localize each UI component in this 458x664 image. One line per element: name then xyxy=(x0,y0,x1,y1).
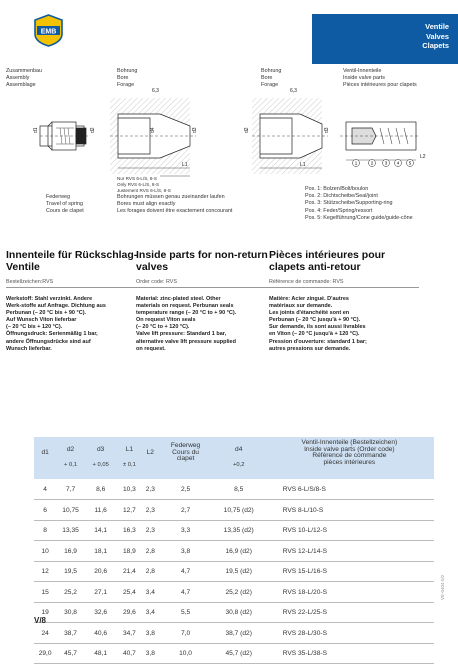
section-description: Werkstoff: Stahl verzinkt. Andere Werk-stoffe auf Anfrage. Dichtung aus Perbunan (– 20 °C bis + 90 °C). Auf Wunsch Viton lieferbar (– 20 °C bis + 120 °C). Öffnungsdruck: Serienmäßig 1 bar, andere Öffnungsdrücke sind auf Wunsch lieferbar. xyxy=(6,296,106,352)
table-cell: 45,7 xyxy=(56,643,85,664)
column-label-bore-1: Bohrung Bore Forage xyxy=(117,68,138,89)
balloon-2: 2 xyxy=(370,160,374,166)
table-cell: 48,1 xyxy=(85,643,117,664)
table-cell: 40,6 xyxy=(85,623,117,644)
table-row xyxy=(34,479,434,500)
table-cell: 8 xyxy=(34,520,56,541)
order-code-label: Référence de commande: RVS xyxy=(269,279,419,288)
table-cell: RVS 12-L/14-S xyxy=(265,541,434,562)
table-cell: 2,3 xyxy=(142,500,158,521)
dim-d3-bore-2: d3 xyxy=(324,127,330,133)
table-row xyxy=(34,623,434,644)
table-row xyxy=(34,643,434,664)
table-cell: 30,8 xyxy=(56,602,85,623)
column-header: Ventil-Innenteile (Bestellzeichen) Inside valve parts (Order code) Référence de commande pièces intérieures xyxy=(301,439,398,466)
table-cell: 34,7 xyxy=(117,623,143,644)
table-cell: 4 xyxy=(34,479,56,500)
table-cell: 12,7 xyxy=(117,500,143,521)
table-cell: 14,1 xyxy=(85,520,117,541)
table-cell: 24 xyxy=(34,623,56,644)
table-cell: RVS 22-L/25-S xyxy=(265,602,434,623)
table-cell: 10 xyxy=(34,541,56,562)
bore-alignment-note: Bohrungen müssen genau zueinander laufen Bores must align exactly Les forages doivent être exactement concourant xyxy=(117,194,233,215)
table-cell: 20,6 xyxy=(85,561,117,582)
dim-l2-inside-parts: L2 xyxy=(420,154,426,160)
balloon-4: 4 xyxy=(396,160,400,166)
table-cell: 19,5 (d2) xyxy=(213,561,265,582)
table-cell: 45,7 (d2) xyxy=(213,643,265,664)
table-cell: 11,6 xyxy=(85,500,117,521)
emb-logo xyxy=(33,14,64,47)
assembly-drawing xyxy=(40,122,90,150)
table-cell: 7,0 xyxy=(158,623,212,644)
table-cell: 10,75 xyxy=(56,500,85,521)
balloon-3: 3 xyxy=(384,160,388,166)
table-cell: RVS 18-L/20-S xyxy=(265,582,434,603)
table-cell: 21,4 xyxy=(117,561,143,582)
column-header: L1 ± 0,1 xyxy=(122,445,136,469)
table-cell: RVS 28-L/30-S xyxy=(265,623,434,644)
table-cell: 2,3 xyxy=(142,479,158,500)
table-cell: 29,6 xyxy=(117,602,143,623)
column-label-inside-parts: Ventil-Innenteile Inside valve parts Pièces intérieures pour clapets xyxy=(343,68,417,89)
table-cell: 16,9 (d2) xyxy=(213,541,265,562)
column-header: Federweg Cours du clapet xyxy=(170,442,201,463)
table-cell: 15 xyxy=(34,582,56,603)
table-cell: 30,8 (d2) xyxy=(213,602,265,623)
table-cell: 13,35 xyxy=(56,520,85,541)
table-cell: 12 xyxy=(34,561,56,582)
roughness-mark-1: 6,3 xyxy=(152,88,159,94)
section-title: Inside parts for non-return valves xyxy=(136,249,268,273)
table-cell: 10,3 xyxy=(117,479,143,500)
table-cell: 3,4 xyxy=(142,582,158,603)
section-description: Material: zinc-plated steel. Other materials on request. Perbunan seals temperature range (– 20 °C to + 90 °C). On request Viton seals (– 20 °C to + 120 °C). Valve lift pressure: Standard 1 bar, alternative valve lift pressure supplied on request. xyxy=(136,296,237,352)
header-line-de: Ventile xyxy=(425,22,449,31)
table-cell: 7,7 xyxy=(56,479,85,500)
column-header: d2 + 0,1 xyxy=(64,445,78,469)
document-number: VE-0404-0/2 xyxy=(440,574,445,600)
order-code-label: Bestellzeichen:RVS xyxy=(6,279,144,288)
table-row xyxy=(34,520,434,541)
table-header-row xyxy=(34,437,434,479)
balloon-5: 5 xyxy=(408,160,412,166)
table-cell: 2,3 xyxy=(142,520,158,541)
dim-d1-assembly: d1 xyxy=(33,127,39,133)
section-french xyxy=(269,250,419,353)
table-cell: 10,0 xyxy=(158,643,212,664)
header-line-fr: Clapets xyxy=(422,41,449,50)
logo-text: EMB xyxy=(40,28,57,36)
table-cell: 2,7 xyxy=(158,500,212,521)
section-german xyxy=(6,250,144,353)
column-header: L2 xyxy=(146,448,154,456)
table-cell: 18,9 xyxy=(117,541,143,562)
table-cell: 6 xyxy=(34,500,56,521)
table-cell: 19 xyxy=(34,602,56,623)
table-cell: RVS 6-L/S/8-S xyxy=(265,479,434,500)
category-header xyxy=(312,14,458,64)
table-cell: 2,8 xyxy=(142,541,158,562)
column-header: d4 +0,2 xyxy=(232,445,245,469)
order-code-label: Order code: RVS xyxy=(136,279,274,288)
column-header: d3 + 0,05 xyxy=(92,445,109,469)
table-cell: 5,5 xyxy=(158,602,212,623)
roughness-mark-2: 6,3 xyxy=(290,88,297,94)
table-cell: 3,8 xyxy=(142,623,158,644)
table-cell: 3,4 xyxy=(142,602,158,623)
table-row xyxy=(34,602,434,623)
table-cell: 13,35 (d2) xyxy=(213,520,265,541)
position-balloons xyxy=(353,160,414,167)
applicability-note: Nur RVS 6-L/S, 8-S Only RVS 6-L/S, 8-S Justement RVS 6-L/S, 8-S xyxy=(117,176,171,193)
table-cell: 29,0 xyxy=(34,643,56,664)
table-cell: 2,5 xyxy=(158,479,212,500)
table-cell: 10,75 (d2) xyxy=(213,500,265,521)
table-row xyxy=(34,582,434,603)
table-cell: 32,6 xyxy=(85,602,117,623)
column-header: d1 xyxy=(41,448,49,456)
section-title: Pièces intérieures pour clapets anti-retour xyxy=(269,249,386,273)
table-cell: 25,2 xyxy=(56,582,85,603)
section-title: Innenteile für Rückschlag-Ventile xyxy=(6,249,138,273)
technical-drawings xyxy=(0,88,458,178)
section-english xyxy=(136,250,274,353)
table-cell: 16,9 xyxy=(56,541,85,562)
table-cell: 16,3 xyxy=(117,520,143,541)
table-cell: 25,4 xyxy=(117,582,143,603)
table-cell: 8,5 xyxy=(213,479,265,500)
inside-parts-drawing xyxy=(340,122,420,160)
table-cell: 27,1 xyxy=(85,582,117,603)
dim-d3-bore-1: d3 xyxy=(192,127,198,133)
table-cell: 3,8 xyxy=(158,541,212,562)
table-cell: 38,7 (d2) xyxy=(213,623,265,644)
column-label-assembly: Zusammenbau Assembly Assemblage xyxy=(6,68,42,89)
position-legend: Pos. 1: Bolzen/Bolt/boulon Pos. 2: Dichtscheibe/Seal/joint Pos. 3: Stützscheibe/Supporting-ring Pos. 4: Feder/Spring/ressort Pos. 5: Kegelführung/Cone guide/guide-cône xyxy=(305,186,413,221)
table-cell: 18,1 xyxy=(85,541,117,562)
header-line-en: Valves xyxy=(425,31,449,41)
table-cell: 40,7 xyxy=(117,643,143,664)
table-cell: 19,5 xyxy=(56,561,85,582)
table-cell: RVS 10-L/12-S xyxy=(265,520,434,541)
column-label-bore-2: Bohrung Bore Forage xyxy=(261,68,282,89)
table-cell: RVS 8-L/10-S xyxy=(265,500,434,521)
dimensions-table xyxy=(34,437,434,664)
dim-d2-assembly: d2 xyxy=(90,127,96,133)
table-cell: 4,7 xyxy=(158,582,212,603)
table-cell: RVS 15-L/16-S xyxy=(265,561,434,582)
table-cell: 2,8 xyxy=(142,561,158,582)
table-cell: 3,8 xyxy=(142,643,158,664)
dim-l1-bore-2: L1 xyxy=(300,162,306,168)
balloon-1: 1 xyxy=(354,160,358,166)
bore-drawing-2 xyxy=(252,98,328,174)
page-number: V/8 xyxy=(34,616,47,625)
table-cell: 3,3 xyxy=(158,520,212,541)
table-row xyxy=(34,500,434,521)
table-row xyxy=(34,561,434,582)
table-cell: 4,7 xyxy=(158,561,212,582)
table-cell: 25,2 (d2) xyxy=(213,582,265,603)
travel-of-spring-label: Federweg Travel of spring Cours de clapet xyxy=(46,194,84,215)
table-cell: 38,7 xyxy=(56,623,85,644)
dim-d4-bore-1: d4 xyxy=(150,127,156,133)
table-row xyxy=(34,541,434,562)
section-description: Matière: Acier zingué. D'autres matériaux sur demande. Les joints d'étanchéité sont en Perbunan (– 20 °C jusqu'à + 90 °C). Sur demande, ils sont aussi livrables en Viton (– 20 °C jusqu'à + 120 °C). Pression d'ouverture: standard 1 bar; autres pressions sur demande. xyxy=(269,296,367,352)
table-cell: 8,6 xyxy=(85,479,117,500)
table-cell: RVS 35-L/38-S xyxy=(265,643,434,664)
dim-l1-bore-1: L1 xyxy=(182,162,188,168)
dim-d2-bore-2: d2 xyxy=(244,127,250,133)
